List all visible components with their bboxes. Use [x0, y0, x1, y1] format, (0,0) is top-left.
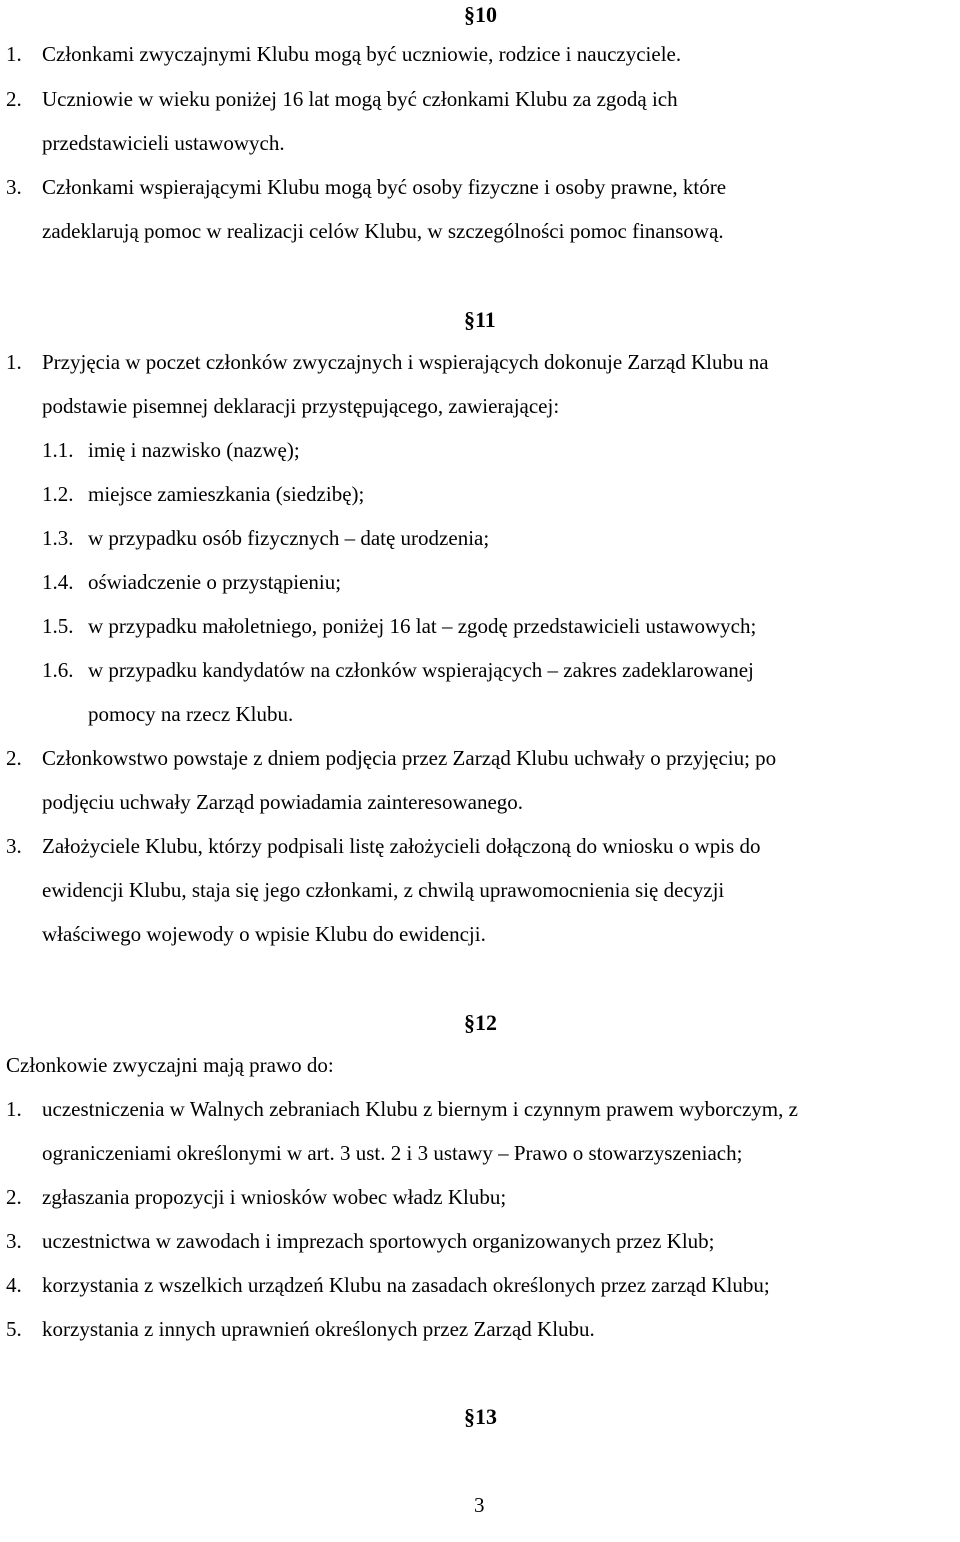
s10-item-2-num: 2.	[6, 87, 22, 111]
s10-item-3-num: 3.	[6, 175, 22, 199]
s11-subitem-4-text: oświadczenie o przystąpieniu;	[88, 570, 342, 594]
s12-item-5-num: 5.	[6, 1317, 22, 1341]
s12-item-4-line-1: korzystania z wszelkich urządzeń Klubu na zasadach określonych przez zarząd Klubu;	[42, 1273, 770, 1297]
s11-subitem-4-num: 1.4.	[42, 570, 74, 594]
s11-subitem-1-text: imię i nazwisko (nazwę);	[88, 438, 300, 462]
s10-item-2-line-1: Uczniowie w wieku poniżej 16 lat mogą być członkami Klubu za zgodą ich	[42, 87, 678, 111]
s12-item-1-num: 1.	[6, 1097, 22, 1121]
s11-subitem-1-num: 1.1.	[42, 438, 74, 462]
s11-subitem-6-cont: pomocy na rzecz Klubu.	[88, 702, 294, 726]
s11-subitem-2-text: miejsce zamieszkania (siedzibę);	[88, 482, 365, 506]
section-12-heading: §12	[464, 1010, 497, 1035]
section-13-heading: §13	[464, 1404, 497, 1429]
s12-intro: Członkowie zwyczajni mają prawo do:	[6, 1053, 334, 1077]
s11-item-1-line-1: Przyjęcia w poczet członków zwyczajnych i wspierających dokonuje Zarząd Klubu na	[42, 350, 769, 374]
s10-item-1-num: 1.	[6, 42, 22, 66]
s11-item-1-line-2: podstawie pisemnej deklaracji przystępującego, zawierającej:	[42, 394, 560, 418]
s11-item-3-line-2: ewidencji Klubu, staja się jego członkami, z chwilą uprawomocnienia się decyzji	[42, 878, 725, 902]
page-number: 3	[474, 1493, 485, 1517]
s10-item-1-line-1: Członkami zwyczajnymi Klubu mogą być uczniowie, rodzice i nauczyciele.	[42, 42, 682, 66]
s11-item-2-line-1: Członkowstwo powstaje z dniem podjęcia przez Zarząd Klubu uchwały o przyjęciu; po	[42, 746, 777, 770]
s12-item-5-line-1: korzystania z innych uprawnień określonych przez Zarząd Klubu.	[42, 1317, 595, 1341]
s12-item-3-line-1: uczestnictwa w zawodach i imprezach sportowych organizowanych przez Klub;	[42, 1229, 715, 1253]
s12-item-2-line-1: zgłaszania propozycji i wniosków wobec władz Klubu;	[42, 1185, 507, 1209]
s12-item-3-num: 3.	[6, 1229, 22, 1253]
s11-subitem-3-text: w przypadku osób fizycznych – datę urodzenia;	[88, 526, 490, 550]
s12-item-1-line-1: uczestniczenia w Walnych zebraniach Klubu z biernym i czynnym prawem wyborczym, z	[42, 1097, 798, 1121]
section-11-heading: §11	[464, 307, 496, 332]
s10-item-3-line-1: Członkami wspierającymi Klubu mogą być osoby fizyczne i osoby prawne, które	[42, 175, 727, 199]
s11-subitem-5-num: 1.5.	[42, 614, 74, 638]
s11-item-3-line-3: właściwego wojewody o wpisie Klubu do ewidencji.	[42, 922, 486, 946]
s11-subitem-6-num: 1.6.	[42, 658, 74, 682]
s11-subitem-5-text: w przypadku małoletniego, poniżej 16 lat – zgodę przedstawicieli ustawowych;	[88, 614, 757, 638]
section-10-heading: §10	[464, 2, 497, 27]
s12-item-4-num: 4.	[6, 1273, 22, 1297]
s11-item-1-num: 1.	[6, 350, 22, 374]
s11-subitem-6-text: w przypadku kandydatów na członków wspierających – zakres zadeklarowanej	[88, 658, 754, 682]
s11-item-3-num: 3.	[6, 834, 22, 858]
s10-item-2-line-2: przedstawicieli ustawowych.	[42, 131, 285, 155]
s12-item-1-line-2: ograniczeniami określonymi w art. 3 ust. 2 i 3 ustawy – Prawo o stowarzyszeniach;	[42, 1141, 743, 1165]
s10-item-3-line-2: zadeklarują pomoc w realizacji celów Klubu, w szczególności pomoc finansową.	[42, 219, 724, 243]
s11-item-3-line-1: Założyciele Klubu, którzy podpisali listę założycieli dołączoną do wniosku o wpis do	[42, 834, 761, 858]
s11-item-2-line-2: podjęciu uchwały Zarząd powiadamia zainteresowanego.	[42, 790, 524, 814]
s11-subitem-2-num: 1.2.	[42, 482, 74, 506]
s11-item-2-num: 2.	[6, 746, 22, 770]
s12-item-2-num: 2.	[6, 1185, 22, 1209]
s11-subitem-3-num: 1.3.	[42, 526, 74, 550]
